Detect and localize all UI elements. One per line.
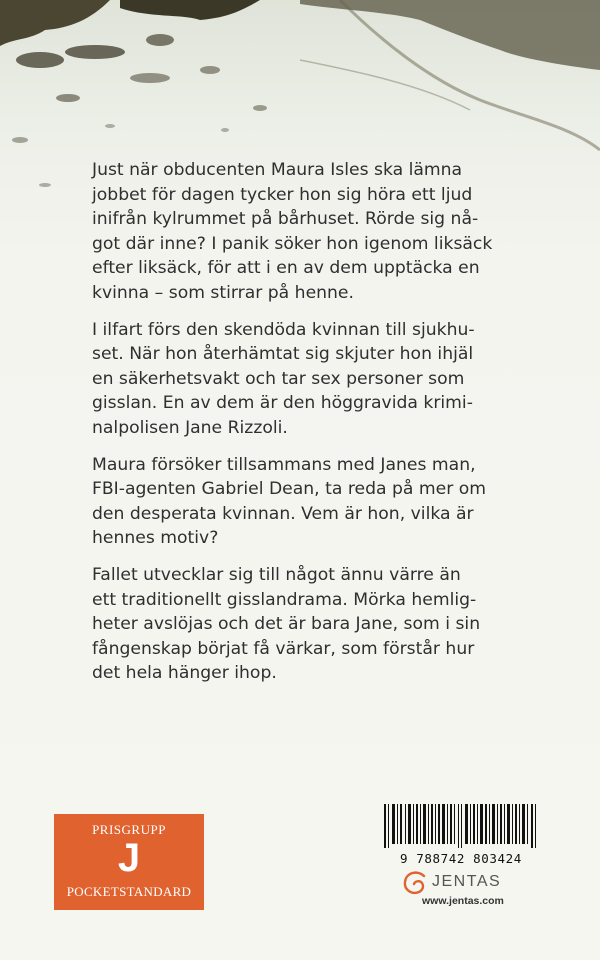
blurb-line: got där inne? I panik söker hon igenom liksäck (92, 233, 493, 254)
blurb-line: den desperata kvinnan. Vem är hon, vilka är (92, 503, 474, 524)
publisher-name: JENTAS (432, 873, 502, 890)
back-cover-blurb (92, 158, 532, 698)
price-group-badge (54, 814, 204, 910)
blurb-line: Fallet utvecklar sig till något ännu värre än (92, 564, 461, 585)
price-group-letter: J (117, 836, 141, 880)
blurb-line: en säkerhetsvakt och tar sex personer som (92, 368, 465, 389)
blurb-line: kvinna – som stirrar på henne. (92, 282, 354, 303)
blurb-line: nalpolisen Jane Rizzoli. (92, 417, 288, 438)
blurb-line: gisslan. En av dem är den höggravida krimi- (92, 393, 473, 414)
price-standard-label: POCKETSTANDARD (66, 884, 192, 899)
blurb-line: heter avslöjas och det är bara Jane, som i sin (92, 614, 481, 635)
blurb-line: FBI-agenten Gabriel Dean, ta reda på mer om (92, 479, 487, 500)
blurb-line: det hela hänger ihop. (92, 663, 277, 684)
blurb-paragraph (92, 318, 532, 441)
jentas-swirl-logo-icon (402, 870, 428, 896)
blurb-line: efter liksäck, för att i en av dem upptäcka en (92, 258, 480, 279)
blurb-line: ett traditionellt gisslandrama. Mörka hemlig- (92, 589, 477, 610)
blurb-line: inifrån kylrummet på bårhuset. Rörde sig nå- (92, 209, 479, 230)
blurb-line: jobbet för dagen tycker hon sig höra ett ljud (92, 184, 473, 205)
isbn-number: 9 788742 803424 (400, 851, 522, 866)
blurb-paragraph (92, 563, 532, 686)
blurb-line: I ilfart förs den skendöda kvinnan till sjukhu- (92, 319, 475, 340)
blurb-line: Just när obducenten Maura Isles ska lämna (92, 160, 463, 180)
blurb-paragraph (92, 453, 532, 551)
blurb-line: fångenskap börjat få värkar, som förstår hur (92, 638, 475, 659)
price-group-label: PRISGRUPP (92, 822, 166, 837)
publisher-url: www.jentas.com (422, 895, 504, 907)
blurb-line: hennes motiv? (92, 528, 219, 549)
blurb-line: set. När hon återhämtat sig skjuter hon ihjäl (92, 344, 474, 365)
isbn-barcode (378, 798, 544, 868)
blurb-line: Maura försöker tillsammans med Janes man, (92, 454, 476, 475)
barcode-bars (384, 804, 538, 848)
blurb-paragraph (92, 158, 532, 306)
